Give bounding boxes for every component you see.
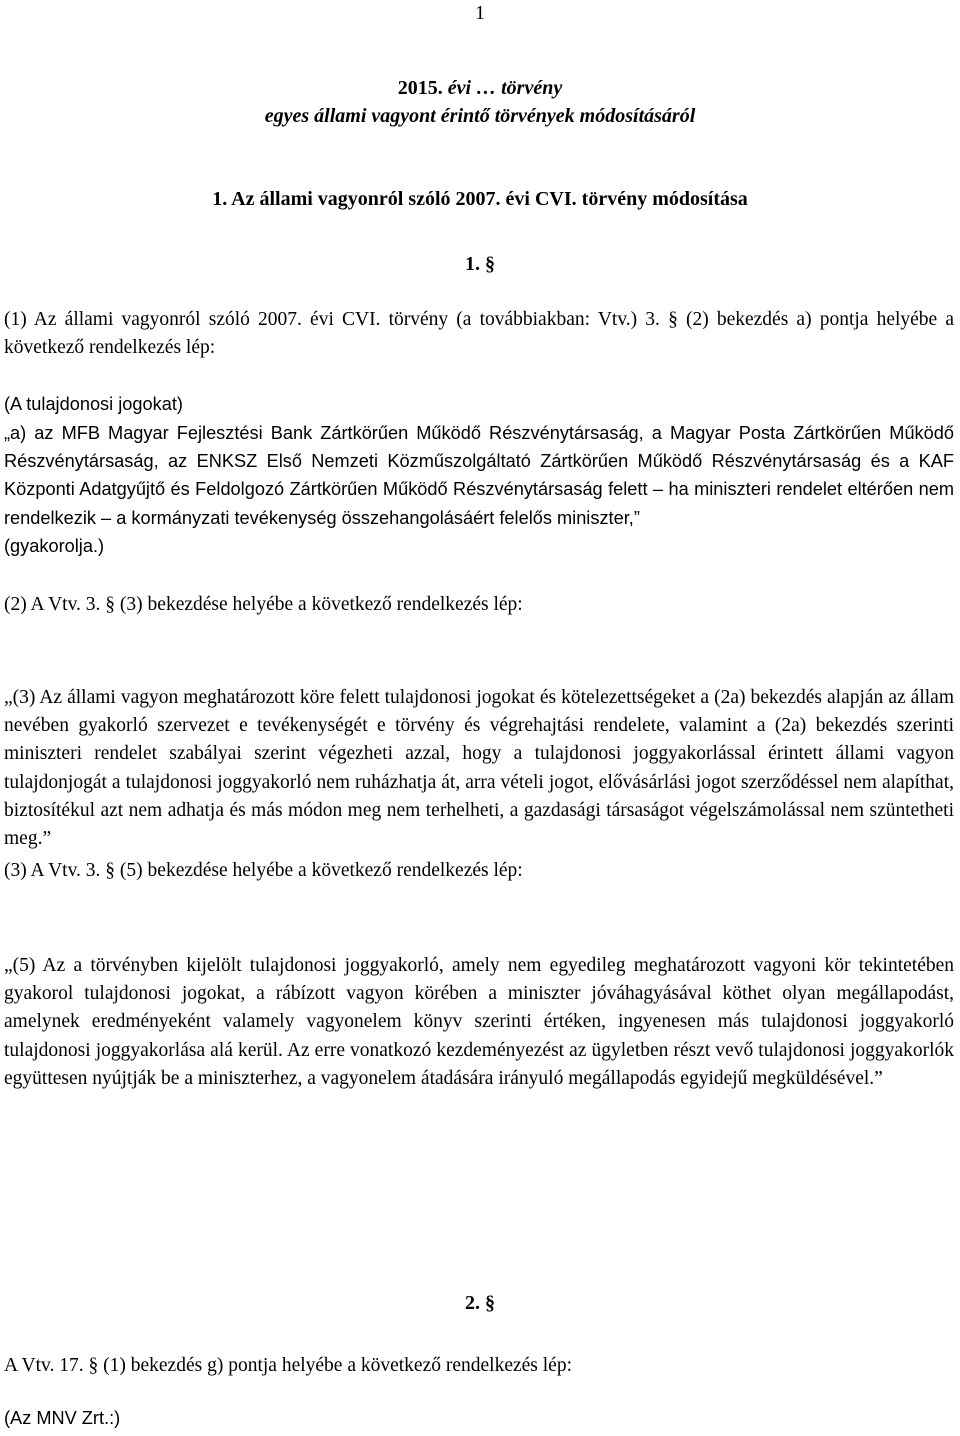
paragraph-2: (2) A Vtv. 3. § (3) bekezdése helyébe a következő rendelkezés lép:	[4, 594, 523, 615]
paragraph-4: A Vtv. 17. § (1) bekezdés g) pontja helyébe a következő rendelkezés lép:	[4, 1355, 573, 1376]
quote-2: „(3) Az állami vagyon meghatározott köre felett tulajdonosi jogokat és kötelezettségeket a (2a) bekezdés alapján az állam nevében gyakorló szervezet e tevékenységét e törvény és végrehajtási rendelete, valamint a (2a) bekezdés szerinti miniszteri rendelet szabályai szerint végezheti azzal, hogy a tulajdonosi joggyakorlással érintett állami vagyon tulajdonjogát a tulajdonosi joggyakorló nem ruházhatja át, arra vételi jogot, elővásárlási jogot szerződéssel nem alapíthat, biztosítékul azt nem adhatja és más módon meg nem terhelheti, a gazdasági társaságot végelszámolással nem szüntetheti meg.”	[4, 687, 954, 850]
section-2-heading: 2. §	[465, 1292, 495, 1314]
quote-1-block	[4, 419, 954, 560]
context-2: (Az MNV Zrt.:)	[4, 1408, 121, 1428]
context-1-end: (gyakorolja.)	[4, 535, 105, 556]
paragraph-1: (1) Az állami vagyonról szóló 2007. évi CVI. törvény (a továbbiakban: Vtv.) 3. § (2) bekezdés a) pontja helyébe a következő rendelkezés lép:	[4, 309, 954, 359]
chapter-heading: 1. Az állami vagyonról szóló 2007. évi CVI. törvény módosítása	[212, 188, 748, 210]
paragraph-3: (3) A Vtv. 3. § (5) bekezdése helyébe a következő rendelkezés lép:	[4, 860, 523, 881]
page-number: 1	[475, 2, 485, 24]
context-1: (A tulajdonosi jogokat)	[4, 394, 183, 414]
title-line-1: 2015. évi … törvény	[397, 77, 563, 99]
document-title	[0, 74, 960, 130]
title-line-2: egyes állami vagyont érintő törvények módosításáról	[264, 105, 696, 127]
quote-1: „a) az MFB Magyar Fejlesztési Bank Zártkörűen Működő Részvénytársaság, a Magyar Posta Zártkörűen Működő Részvénytársaság, az ENKSZ Első Nemzeti Közműszolgáltató Zártkörűen Működő Részvénytársaság és a KAF Központi Adatgyűjtő és Feldolgozó Zártkörűen Működő Részvénytársaság felett – ha miniszteri rendelet eltérően nem rendelkezik – a kormányzati tevékenység összehangolásáért felelős miniszter,”	[4, 423, 954, 528]
quote-3: „(5) Az a törvényben kijelölt tulajdonosi joggyakorló, amely nem egyedileg meghatározott vagyoni kör tekintetében gyakorol tulajdonosi jogokat, a rábízott vagyon körében a miniszter jóváhagyásával köthet olyan megállapodást, amelynek eredményeként valamely vagyonelem könyv szerinti értéken, ingyenesen más tulajdonosi joggyakorló tulajdonosi joggyakorlása alá kerül. Az erre vonatkozó kezdeményezést az ügyletben részt vevő tulajdonosi joggyakorlók együttesen nyújtják be a miniszterhez, a vagyonelem átadására irányuló megállapodás egyidejű megküldésével.”	[4, 955, 954, 1089]
section-1-heading: 1. §	[465, 253, 495, 275]
